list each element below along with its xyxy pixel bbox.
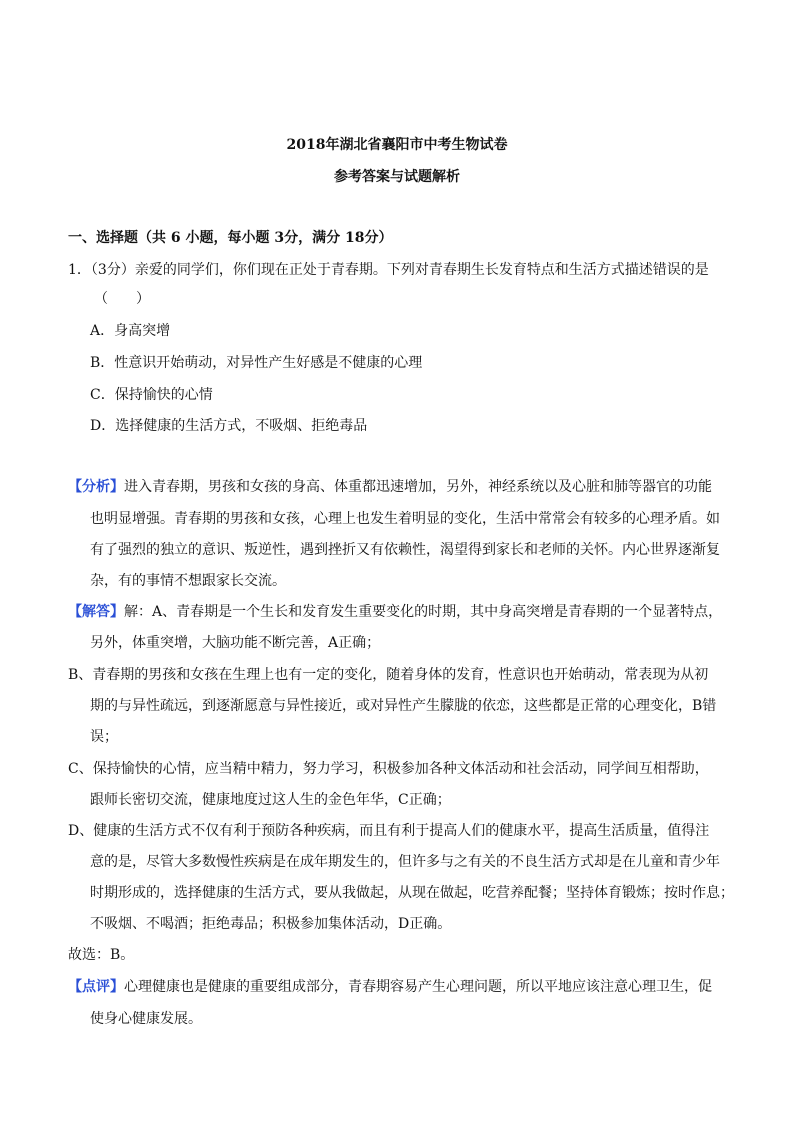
question-blank: （ ）: [94, 291, 150, 307]
question-stem: 1．（3分）亲爱的同学们，你们现在正处于青春期。下列对青春期生长发育特点和生活方式描述错误的是: [68, 262, 709, 278]
analysis-line: [68, 478, 712, 496]
answer-line: [68, 603, 722, 621]
page-subtitle: 参考答案与试题解析: [334, 169, 460, 185]
answer-line: 不吸烟、不喝酒；拒绝毒品；积极参加集体活动，D正确。: [90, 916, 452, 932]
comment-tag: 【点评】: [68, 979, 124, 995]
option-b: B．性意识开始萌动，对异性产生好感是不健康的心理: [90, 355, 423, 371]
answer-tag: 【解答】: [68, 604, 124, 620]
answer-choice: 故选：B。: [68, 947, 135, 963]
answer-text: 解：A、青春期是一个生长和发育发生重要变化的时期，其中身高突增是青春期的一个显著特点，: [124, 604, 723, 620]
answer-line: 意的是，尽管大多数慢性疾病是在成年期发生的，但许多与之有关的不良生活方式却是在儿童和青少年: [90, 854, 720, 870]
comment-text: 心理健康也是健康的重要组成部分，青春期容易产生心理问题，所以平地应该注意心理卫生，促: [124, 979, 712, 995]
analysis-line: 有了强烈的独立的意识、叛逆性，遇到挫折又有依赖性，渴望得到家长和老师的关怀。内心世界逐渐复: [90, 542, 720, 558]
analysis-text: 进入青春期，男孩和女孩的身高、体重都迅速增加，另外，神经系统以及心脏和肺等器官的功能: [124, 479, 712, 495]
answer-line: D、健康的生活方式不仅有利于预防各种疾病，而且有利于提高人们的健康水平，提高生活质量，值得注: [68, 823, 710, 839]
analysis-line: 杂，有的事情不想跟家长交流。: [90, 573, 286, 589]
answer-line: 时期形成的，选择健康的生活方式，要从我做起，从现在做起，吃营养配餐；坚持体育锻炼；按时作息；: [90, 885, 734, 901]
analysis-tag: 【分析】: [68, 479, 124, 495]
page-title: 2018年湖北省襄阳市中考生物试卷: [286, 137, 508, 153]
option-a: A．身高突增: [90, 323, 171, 339]
answer-line: B、青春期的男孩和女孩在生理上也有一定的变化，随着身体的发育，性意识也开始萌动，常表现为从初: [68, 667, 709, 683]
analysis-line: 也明显增强。青春期的男孩和女孩，心理上也发生着明显的变化，生活中常常会有较多的心理矛盾。如: [90, 511, 720, 527]
option-d: D．选择健康的生活方式，不吸烟、拒绝毒品: [90, 418, 368, 434]
answer-line: 另外，体重突增，大脑功能不断完善，A正确；: [90, 635, 381, 651]
answer-line: 跟师长密切交流，健康地度过这人生的金色年华，C正确；: [90, 792, 451, 808]
section-heading: 一、选择题（共 6 小题，每小题 3分，满分 18分）: [68, 230, 393, 246]
comment-line: 使身心健康发展。: [90, 1011, 202, 1027]
comment-line: [68, 978, 712, 996]
answer-line: 误；: [90, 729, 118, 745]
answer-line: C、保持愉快的心情，应当精中精力，努力学习，积极参加各种文体活动和社会活动，同学间互相帮助，: [68, 761, 709, 777]
option-c: C．保持愉快的心情: [90, 387, 213, 403]
answer-line: 期的与异性疏远，到逐渐愿意与异性接近，或对异性产生朦胧的依恋，这些都是正常的心理变化，B错: [90, 698, 717, 714]
